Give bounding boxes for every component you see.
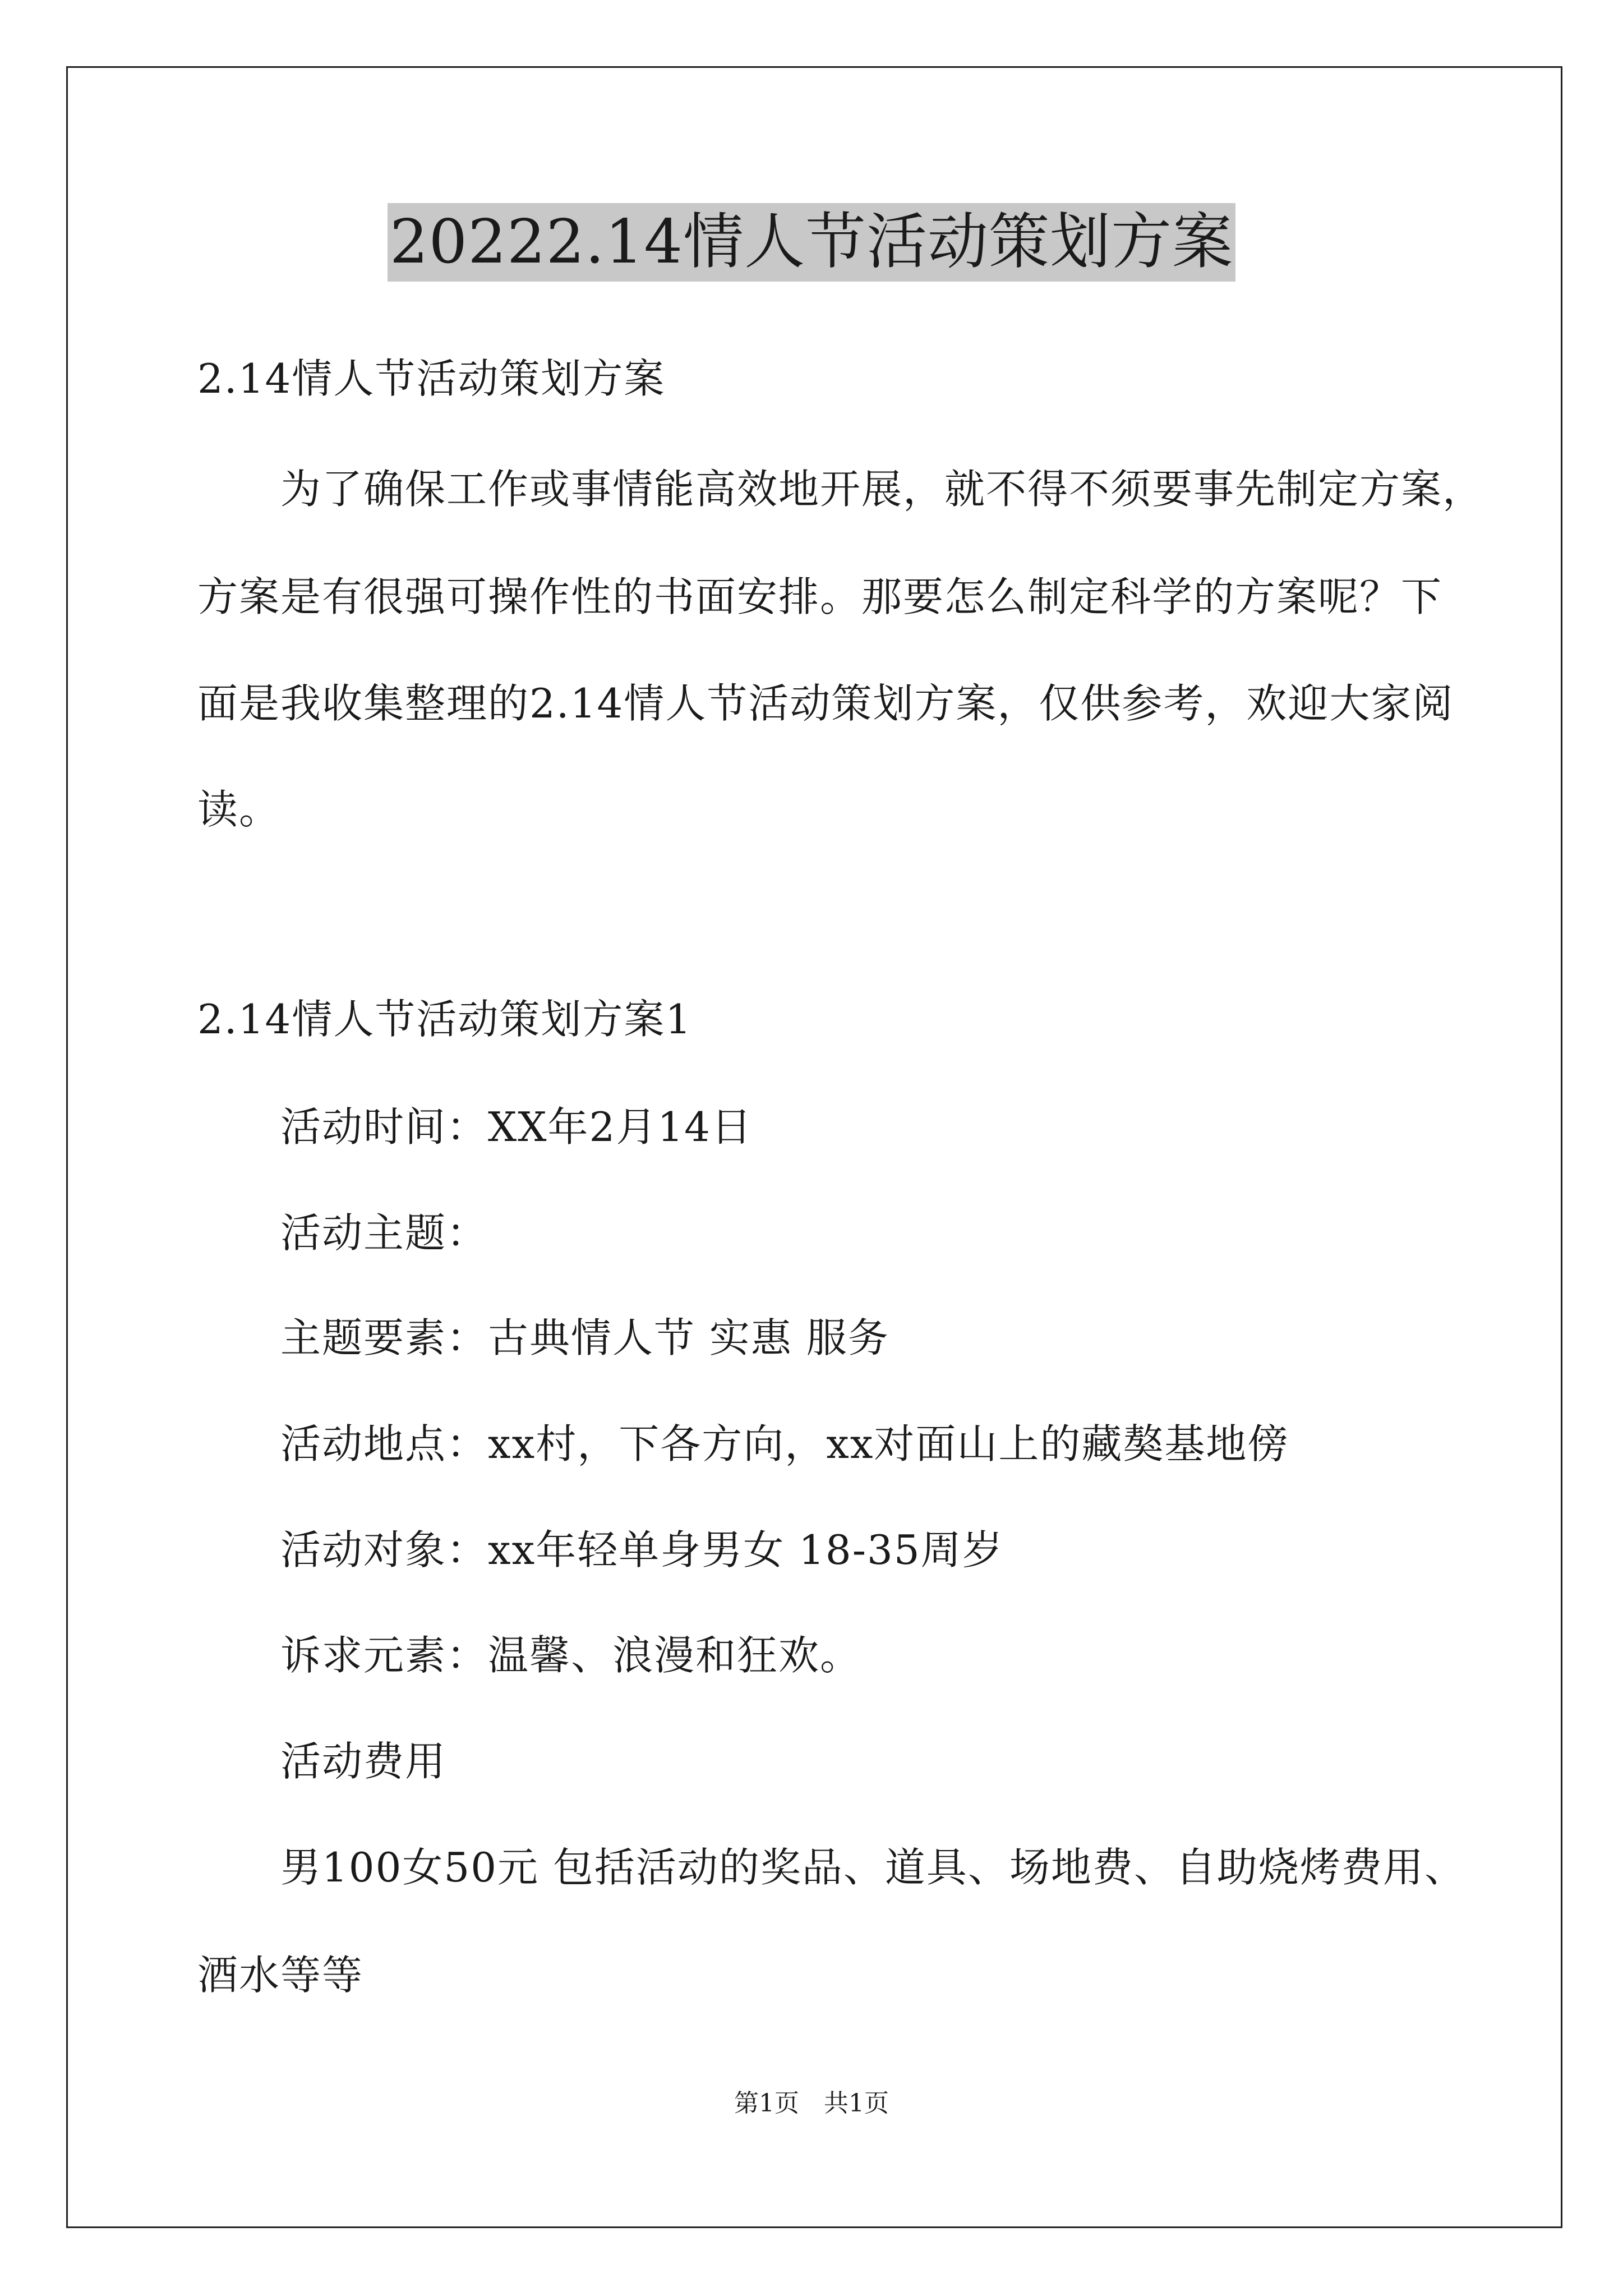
intro-line-1: 为了确保工作或事情能高效地开展，就不得不须要事先制定方案， (280, 466, 1484, 513)
title-container (0, 203, 1623, 282)
item-theme-elements: 主题要素：古典情人节 实惠 服务 (280, 1314, 889, 1361)
document-title: 20222.14情人节活动策划方案 (388, 203, 1235, 282)
intro-line-2: 方案是有很强可操作性的书面安排。那要怎么制定科学的方案呢？下 (197, 573, 1443, 620)
item-appeal: 诉求元素：温馨、浪漫和狂欢。 (280, 1632, 862, 1679)
intro-line-4: 读。 (197, 786, 281, 833)
item-time: 活动时间：XX年2月14日 (280, 1103, 753, 1151)
item-theme: 活动主题： (280, 1209, 488, 1257)
page-footer: 第1页 共1页 (734, 2089, 889, 2118)
item-fee-heading: 活动费用 (280, 1738, 447, 1785)
item-audience: 活动对象：xx年轻单身男女 18-35周岁 (280, 1526, 1004, 1573)
fee-line-2: 酒水等等 (197, 1952, 364, 1999)
fee-line-1: 男100女50元 包括活动的奖品、道具、场地费、自助烧烤费用、 (280, 1844, 1466, 1891)
intro-line-3: 面是我收集整理的2.14情人节活动策划方案，仅供参考，欢迎大家阅 (197, 680, 1454, 727)
subtitle: 2.14情人节活动策划方案 (197, 355, 666, 402)
item-location: 活动地点：xx村，下各方向，xx对面山上的藏獒基地傍 (280, 1420, 1289, 1467)
section-heading: 2.14情人节活动策划方案1 (197, 996, 693, 1043)
